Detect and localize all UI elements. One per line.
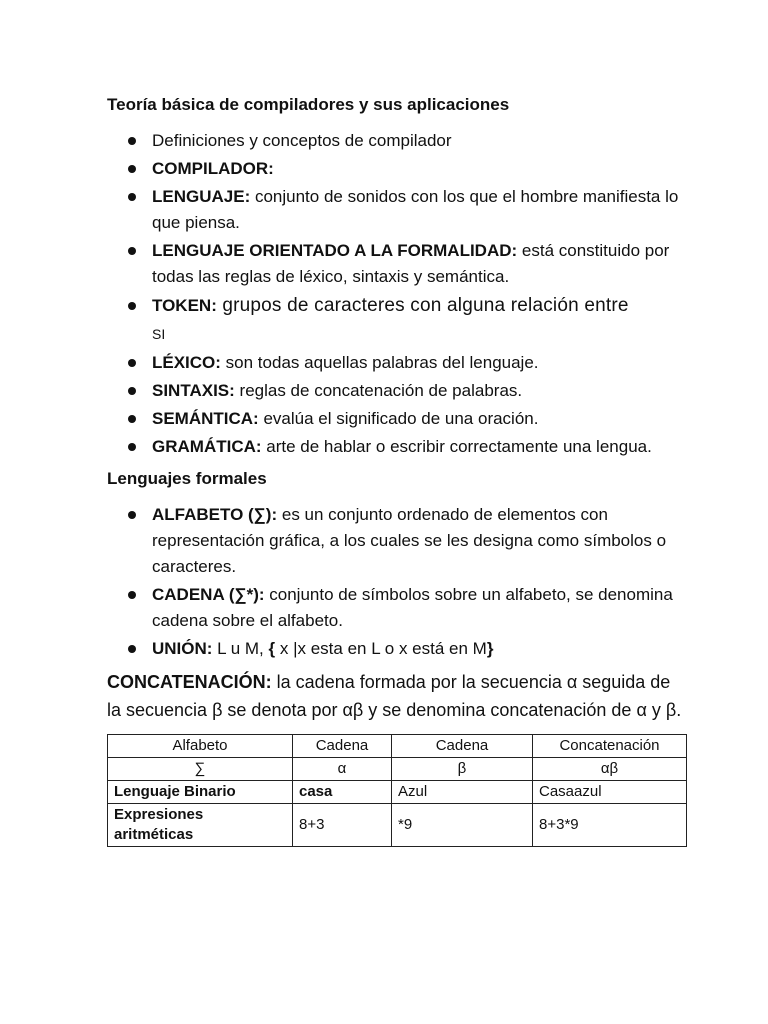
- item-term: TOKEN:: [152, 296, 217, 315]
- bullet-icon: [128, 387, 136, 395]
- list-item: [107, 502, 687, 580]
- item-desc: es un conjunto ordenado de elementos con representación gráfica, a los cuales se les designa como símbolos o caracteres.: [152, 505, 667, 576]
- item-term: CADENA (∑*):: [152, 585, 265, 604]
- item-desc-set: x |x esta en L o x está en M: [275, 639, 487, 658]
- table-cell: 8+3: [293, 804, 392, 847]
- list-item: [107, 292, 687, 348]
- table-header-cell: β: [392, 758, 533, 781]
- table-header-row: [108, 758, 687, 781]
- bullet-icon: [128, 193, 136, 201]
- bullet-icon: [128, 302, 136, 310]
- list-item: [107, 128, 687, 154]
- bullet-icon: [128, 137, 136, 145]
- item-term: COMPILADOR:: [152, 159, 274, 178]
- item-desc: son todas aquellas palabras del lenguaje.: [220, 353, 539, 372]
- item-desc: Definiciones y conceptos de compilador: [152, 131, 452, 150]
- item-term: SINTAXIS:: [152, 381, 235, 400]
- table-header-cell: Cadena: [392, 735, 533, 758]
- list-item: [107, 434, 687, 460]
- table-cell: Expresiones aritméticas: [108, 804, 293, 847]
- bullet-icon: [128, 165, 136, 173]
- item-term: LENGUAJE ORIENTADO A LA FORMALIDAD:: [152, 241, 518, 260]
- list-item: [107, 582, 687, 634]
- item-desc: está constituido por todas las reglas de léxico, sintaxis y semántica.: [152, 241, 670, 286]
- table-header-cell: Concatenación: [533, 735, 687, 758]
- list-item: [107, 238, 687, 290]
- item-term: ALFABETO (∑):: [152, 505, 278, 524]
- table-header-cell: Cadena: [293, 735, 392, 758]
- item-desc: evalúa el significado de una oración.: [258, 409, 539, 428]
- bullet-icon: [128, 511, 136, 519]
- item-desc: conjunto de sonidos con los que el hombre manifiesta lo que piensa.: [152, 187, 679, 232]
- table-header-cell: Alfabeto: [108, 735, 293, 758]
- item-term: GRAMÁTICA:: [152, 437, 262, 456]
- examples-table: [107, 734, 687, 847]
- table-header-cell: αβ: [533, 758, 687, 781]
- table-header-row: [108, 735, 687, 758]
- table-cell: Azul: [392, 781, 533, 804]
- bullet-icon: [128, 645, 136, 653]
- list-item: [107, 378, 687, 404]
- item-desc: L u M,: [212, 639, 269, 658]
- table-header-cell: ∑: [108, 758, 293, 781]
- concat-term: CONCATENACIÓN:: [107, 672, 272, 692]
- document-page: [107, 90, 687, 847]
- list-item: [107, 406, 687, 432]
- item-term: SEMÁNTICA:: [152, 409, 259, 428]
- bullet-icon: [128, 415, 136, 423]
- bullet-icon: [128, 247, 136, 255]
- concat-desc: la cadena formada por la secuencia α seguida de la secuencia β se denota por αβ y se denomina concatenación de α y β.: [107, 672, 682, 720]
- bullet-icon: [128, 443, 136, 451]
- item-desc-continuation: SI: [152, 326, 166, 342]
- brace-close: }: [486, 639, 494, 658]
- table-row: [108, 804, 687, 847]
- table-row: [108, 781, 687, 804]
- list-item: [107, 350, 687, 376]
- document-title: Teoría básica de compiladores y sus aplicaciones: [107, 95, 510, 114]
- item-desc: arte de hablar o escribir correctamente una lengua.: [261, 437, 652, 456]
- section-title-formal-languages: Lenguajes formales: [107, 469, 267, 488]
- list-item: [107, 636, 687, 662]
- table-cell: 8+3*9: [533, 804, 687, 847]
- table-header-cell: α: [293, 758, 392, 781]
- table-cell: Lenguaje Binario: [108, 781, 293, 804]
- item-term: LÉXICO:: [152, 353, 221, 372]
- concatenation-paragraph: [107, 668, 687, 724]
- table-cell: Casaazul: [533, 781, 687, 804]
- bullet-icon: [128, 359, 136, 367]
- item-term: UNIÓN:: [152, 639, 213, 658]
- item-desc: reglas de concatenación de palabras.: [234, 381, 523, 400]
- item-desc: grupos de caracteres con alguna relación entre: [216, 295, 629, 316]
- table-cell: *9: [392, 804, 533, 847]
- bullet-icon: [128, 591, 136, 599]
- list-item: [107, 184, 687, 236]
- item-term: LENGUAJE:: [152, 187, 251, 206]
- table-cell: casa: [293, 781, 392, 804]
- list-item: [107, 156, 687, 182]
- brace-open: {: [268, 639, 276, 658]
- formal-languages-list: [107, 502, 687, 662]
- concepts-list: [107, 128, 687, 460]
- item-desc: conjunto de símbolos sobre un alfabeto, se denomina cadena sobre el alfabeto.: [152, 585, 673, 630]
